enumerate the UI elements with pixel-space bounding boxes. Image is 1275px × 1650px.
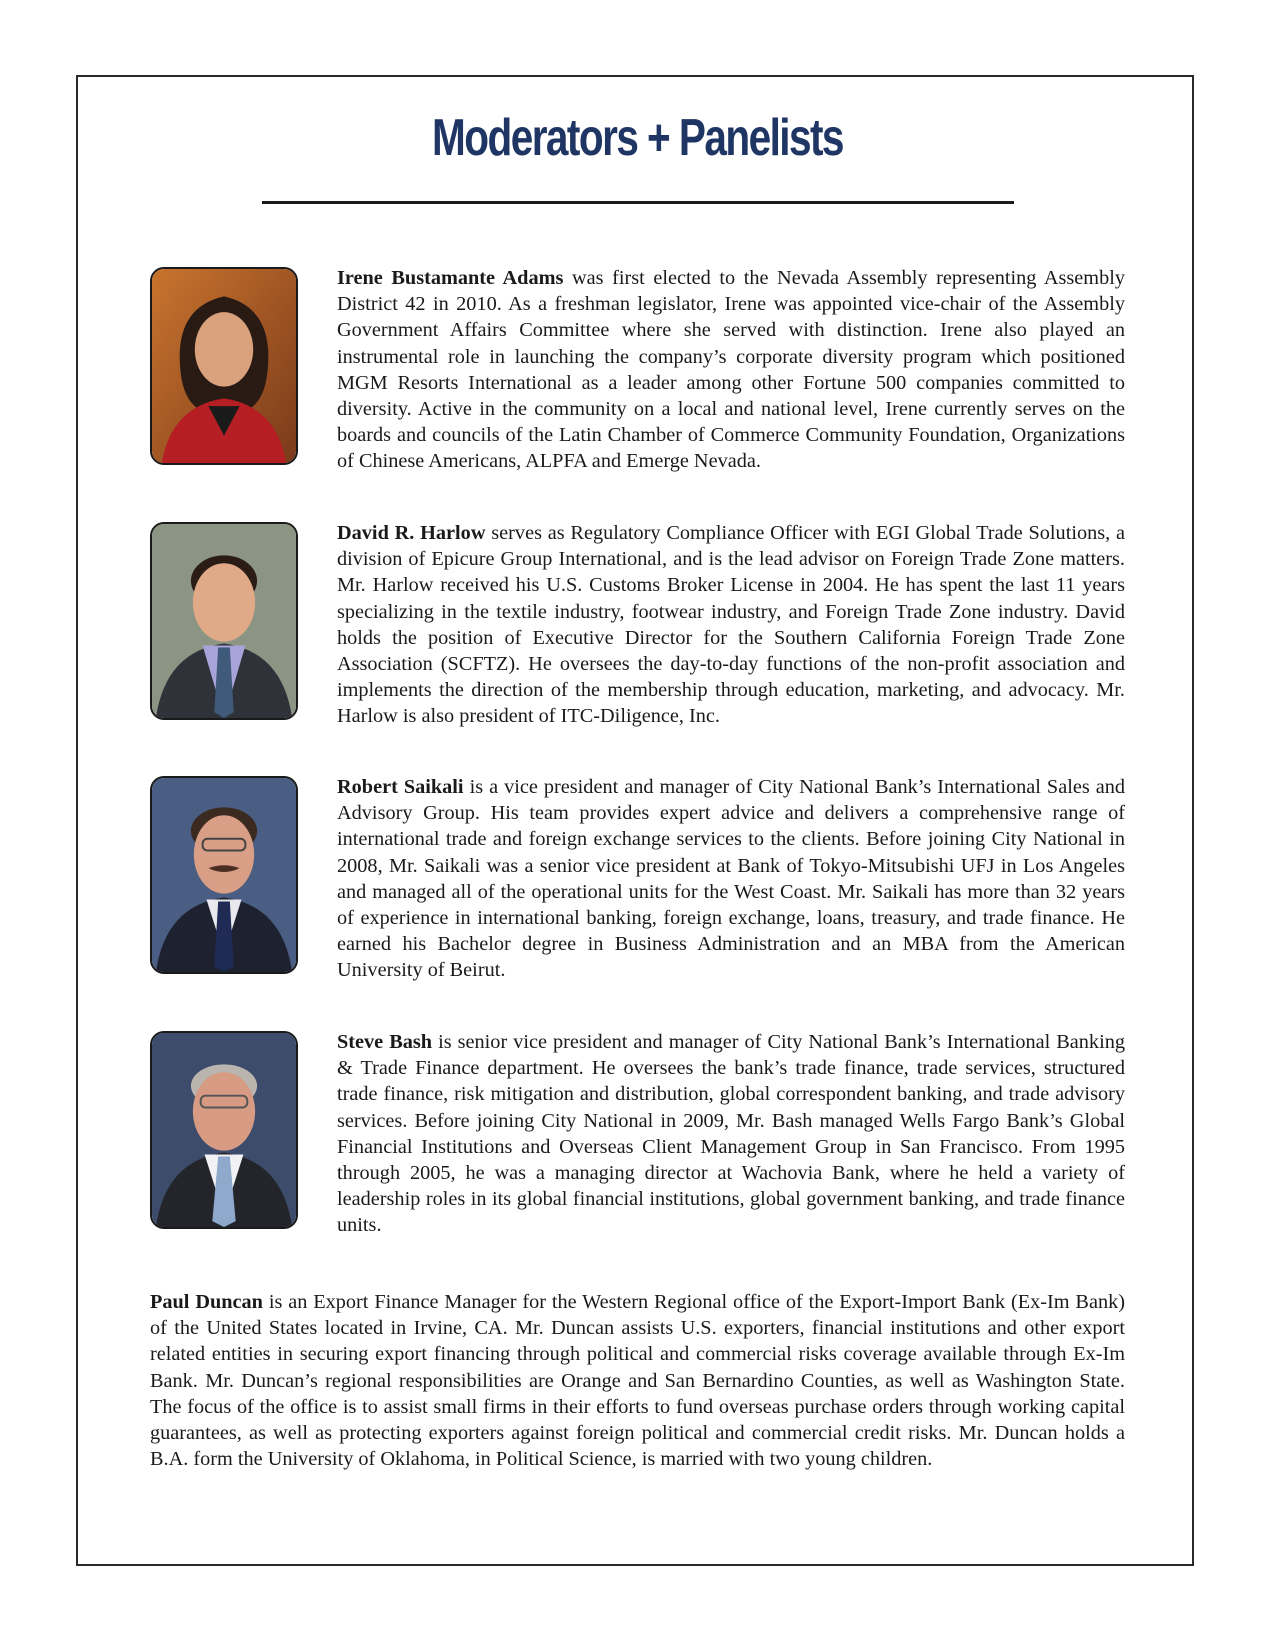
title-divider [262, 201, 1014, 204]
panelist-bio-paul [150, 1289, 1125, 1472]
panelist-bio-david [337, 520, 1125, 730]
panelist-bio-text: is a vice president and manager of City National Bank’s International Sales and Advisory Group. His team provides expert advice and delivers a comprehensive range of international trade and foreign exchange services to the clients. Before joining City National in 2008, Mr. Saikali was a senior vice president at Bank of Tokyo-Mitsubishi UFJ in Los Angeles and managed all of the operational units for the West Coast. Mr. Saikali has more than 32 years of experience in international banking, foreign exchange, loans, treasury, and trade finance. He earned his Bachelor degree in Business Administration and an MBA from the American University of Beirut. [337, 776, 1125, 982]
panelist-photo-irene [150, 267, 298, 465]
panelist-bio-text: was first elected to the Nevada Assembly representing Assembly District 42 in 2010. As a freshman legislator, Irene was appointed vice-chair of the Assembly Government Affairs Committee where she served with distinction. Irene also played an instrumental role in launching the company’s corporate diversity program which positioned MGM Resorts International as a leader among other Fortune 500 companies committed to diversity. Active in the community on a local and national level, Irene currently serves on the boards and councils of the Latin Chamber of Commerce Community Foundation, Organizations of Chinese Americans, ALPFA and Emerge Nevada. [337, 267, 1125, 473]
panelist-bio-text: serves as Regulatory Compliance Officer with EGI Global Trade Solutions, a division of Epicure Group International, and is the lead advisor on Foreign Trade Zone matters. Mr. Harlow received his U.S. Customs Broker License in 2004. He has spent the last 11 years specializing in the textile industry, footwear industry, and Foreign Trade Zone industry. David holds the position of Executive Director for the Southern California Foreign Trade Zone Association (SCFTZ). He oversees the day-to-day functions of the non-profit association and implements the direction of the membership through education, marketing, and advocacy. Mr. Harlow is also president of ITC-Diligence, Inc. [337, 522, 1125, 728]
panelist-photo-steve [150, 1031, 298, 1229]
panelist-photo-david [150, 522, 298, 720]
panelist-name: David R. Harlow [337, 522, 486, 544]
panelist-name: Robert Saikali [337, 776, 464, 798]
panelist-bio-steve [337, 1029, 1125, 1239]
panelist-bio-text: is senior vice president and manager of City National Bank’s International Banking & Trade Finance department. He oversees the bank’s trade finance, trade services, structured trade finance, risk mitigation and distribution, global correspondent banking, and trade advisory services. Before joining City National in 2009, Mr. Bash managed Wells Fargo Bank’s Global Financial Institutions and Overseas Client Management Group in San Francisco. From 1995 through 2005, he was a managing director at Wachovia Bank, where he held a variety of leadership roles in its global financial institutions, global government banking, and trade finance units. [337, 1031, 1125, 1237]
panelist-name: Steve Bash [337, 1031, 433, 1053]
panelist-bio-robert [337, 774, 1125, 984]
panelist-bio-irene [337, 265, 1125, 475]
panelist-name: Paul Duncan [150, 1291, 263, 1313]
panelist-photo-robert [150, 776, 298, 974]
page-title: Moderators + Panelists [432, 109, 843, 167]
panelist-bio-text: is an Export Finance Manager for the Western Regional office of the Export-Import Bank (Ex-Im Bank) of the United States located in Irvine, CA. Mr. Duncan assists U.S. exporters, financial institutions and other export related entities in securing export financing through political and commercial risks coverage available through Ex-Im Bank. Mr. Duncan’s regional responsibilities are Orange and San Bernardino Counties, as well as Washington State. The focus of the office is to assist small firms in their efforts to fund overseas purchase orders through working capital guarantees, as well as protecting exporters against foreign political and commercial credit risks. Mr. Duncan holds a B.A. form the University of Oklahoma, in Political Science, is married with two young children. [150, 1291, 1125, 1471]
panelist-name: Irene Bustamante Adams [337, 267, 564, 289]
